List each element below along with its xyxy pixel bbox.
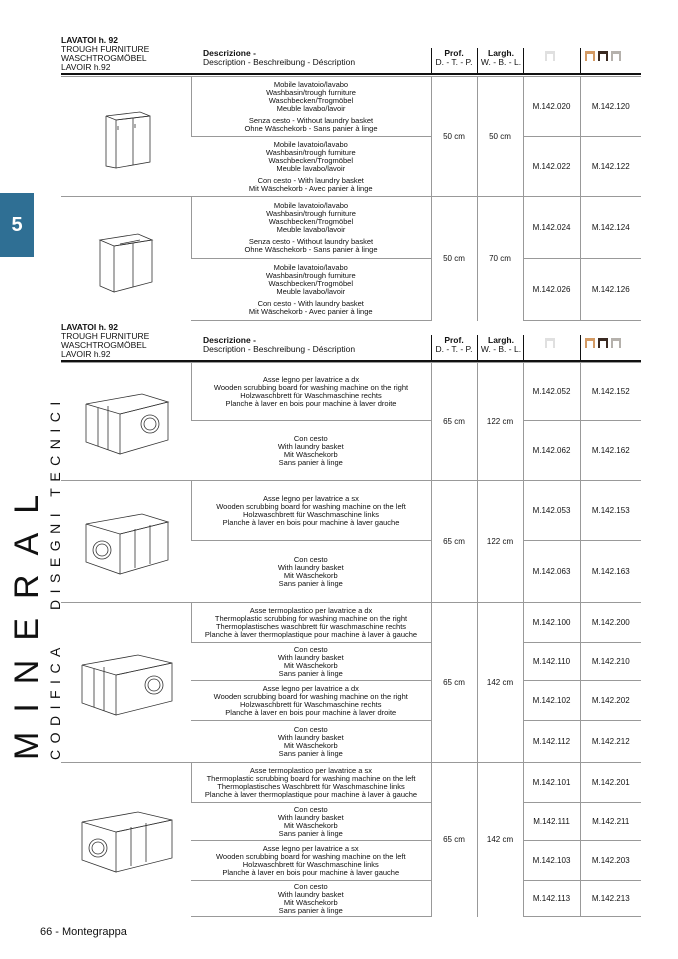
description-line: Thermoplastisches waschbrett für waschmaschine rechts — [215, 621, 407, 631]
description-line: Sans panier à linge — [278, 457, 343, 467]
description-line: Planche à laver thermoplastique pour machine à laver à gauche — [204, 629, 418, 639]
description-line: Mit Wäschekorb — [283, 570, 338, 580]
description-line: Mit Wäschekorb — [283, 660, 338, 670]
code-wood: M.142.202 — [580, 681, 641, 721]
description-line: Waschbecken/Trogmöbel — [268, 95, 354, 105]
description-header — [203, 49, 355, 67]
code-wood: M.142.213 — [580, 881, 641, 917]
description-cell — [191, 541, 431, 603]
table-row — [61, 603, 641, 643]
description-line: Washbasin/trough furniture — [265, 147, 356, 157]
description-line: With laundry basket — [277, 441, 344, 451]
description-line: With laundry basket — [277, 812, 344, 822]
description-cell — [191, 137, 431, 197]
subtitle-codifica: CODIFICA — [47, 641, 63, 760]
code-white: M.142.022 — [523, 137, 580, 197]
code-white: M.142.110 — [523, 643, 580, 681]
description-line: Sans panier à linge — [278, 668, 343, 678]
description-line: Planche à laver en bois pour machine à laver gauche — [222, 867, 400, 877]
code-wood: M.142.203 — [580, 841, 641, 881]
description-line: Con cesto - With laundry basket — [257, 298, 364, 308]
description-line: Wooden scrubbing board for washing machine on the left — [215, 851, 406, 861]
header-rule — [61, 73, 641, 75]
description-line: Planche à laver thermoplastique pour machine à laver à gauche — [204, 789, 418, 799]
description-cell — [191, 721, 431, 763]
description-line: Con cesto — [293, 644, 328, 654]
description-line: Mit Wäschekorb - Avec panier à linge — [248, 183, 373, 193]
subtitle-disegni: DISEGNI TECNICI — [47, 395, 63, 610]
description-cell — [191, 643, 431, 681]
description-line: Asse legno per lavatrice a dx — [262, 374, 360, 384]
description-line: Asse legno per lavatrice a sx — [262, 843, 359, 853]
prof-rest: D. - T. - P. — [435, 57, 473, 67]
code-white: M.142.026 — [523, 259, 580, 321]
prof-bold: Prof. — [444, 48, 464, 58]
finish-white-icon — [545, 338, 555, 350]
code-white: M.142.053 — [523, 481, 580, 541]
description-line: Meuble lavabo/lavoir — [276, 163, 346, 173]
description-line: With laundry basket — [277, 562, 344, 572]
description-line: Waschbecken/Trogmöbel — [268, 216, 354, 226]
depth-value: 50 cm — [431, 197, 477, 321]
description-cell — [191, 481, 431, 541]
finish-wood-icons — [585, 51, 621, 63]
title-line: LAVOIR h.92 — [61, 62, 111, 72]
code-white: M.142.111 — [523, 803, 580, 841]
header-divider — [523, 335, 524, 360]
width-value: 122 cm — [477, 481, 523, 603]
description-line: Holzwaschbrett für Waschmaschine rechts — [240, 390, 382, 400]
description-line: Waschbecken/Trogmöbel — [268, 155, 353, 165]
description-cell — [191, 421, 431, 481]
desc-rest: Description - Beschreibung - Déscription — [203, 344, 356, 354]
description-line: Mobile lavatoio/lavabo — [273, 262, 348, 272]
width-value: 142 cm — [477, 603, 523, 763]
description-line: Ohne Wäschekorb - Sans panier à linge — [244, 244, 378, 254]
code-white: M.142.063 — [523, 541, 580, 603]
description-line: Mit Wäschekorb — [283, 740, 338, 750]
code-white: M.142.100 — [523, 603, 580, 643]
description-line: Planche à laver en bois pour machine à laver droite — [225, 707, 397, 717]
finish-white-icon — [545, 51, 555, 63]
description-line: Senza cesto - Without laundry basket — [248, 236, 374, 246]
description-line: Senza cesto - Without laundry basket — [248, 115, 374, 125]
depth-header — [431, 49, 477, 67]
width-header — [478, 336, 524, 354]
code-wood: M.142.124 — [580, 197, 641, 259]
description-line: Con cesto — [293, 724, 328, 734]
desc-rest: Description - Beschreibung - Déscription — [203, 57, 356, 67]
header-divider — [580, 48, 581, 73]
description-line: Washbasin/trough furniture — [266, 208, 356, 218]
section-2-header — [61, 323, 641, 363]
depth-value: 65 cm — [431, 363, 477, 481]
code-wood: M.142.126 — [580, 259, 641, 321]
code-wood: M.142.153 — [580, 481, 641, 541]
description-line: Planche à laver en bois pour machine à laver gauche — [222, 517, 400, 527]
title-line: WASCHTROGMÖBEL — [61, 340, 147, 350]
description-cell — [191, 803, 431, 841]
code-wood: M.142.162 — [580, 421, 641, 481]
description-line: Meuble lavabo/lavoir — [276, 224, 346, 234]
larg-rest: W. - B. - L. — [480, 57, 522, 67]
description-cell — [191, 603, 431, 643]
width-value: 142 cm — [477, 763, 523, 917]
cabinet-drawing-icon — [61, 603, 191, 763]
cabinet-drawing-icon — [61, 481, 191, 603]
description-cell — [191, 197, 431, 259]
description-line: Holzwaschbrett für Waschmaschine links — [242, 859, 379, 869]
header-divider — [580, 335, 581, 360]
depth-value: 65 cm — [431, 603, 477, 763]
title-line: WASCHTROGMÖBEL — [61, 53, 147, 63]
depth-header — [431, 336, 477, 354]
code-wood: M.142.211 — [580, 803, 641, 841]
description-line: With laundry basket — [277, 889, 344, 899]
description-line: Asse termoplastico per lavatrice a dx — [249, 605, 373, 615]
description-line: Mit Wäschekorb — [283, 897, 338, 907]
description-line: Mit Wäschekorb — [283, 820, 338, 830]
code-white: M.142.113 — [523, 881, 580, 917]
width-header — [478, 49, 524, 67]
code-wood: M.142.201 — [580, 763, 641, 803]
description-line: Sans panier à linge — [278, 828, 343, 838]
cabinet-drawing-icon — [61, 197, 191, 321]
description-line: Con cesto - With laundry basket — [257, 175, 364, 185]
table-row — [61, 763, 641, 803]
code-white: M.142.052 — [523, 363, 580, 421]
description-line: Mit Wäschekorb - Avec panier à linge — [248, 306, 373, 316]
code-wood: M.142.212 — [580, 721, 641, 763]
description-line: Holzwaschbrett für Waschmaschine rechts — [240, 699, 382, 709]
title-line: LAVOIR h.92 — [61, 349, 111, 359]
description-line: Asse legno per lavatrice a sx — [263, 493, 359, 503]
description-line: Con cesto — [293, 881, 328, 891]
code-white: M.142.101 — [523, 763, 580, 803]
description-line: Holzwaschbrett für Waschmaschine links — [242, 509, 380, 519]
finish-wood-icons — [585, 338, 621, 350]
description-header — [203, 336, 355, 354]
description-line: Waschbecken/Trogmöbel — [268, 278, 353, 288]
title-line: TROUGH FURNITURE — [61, 331, 150, 341]
section-1-table — [61, 76, 641, 321]
description-line: Con cesto — [293, 804, 328, 814]
title-line: LAVATOI h. 92 — [61, 35, 118, 45]
code-white: M.142.062 — [523, 421, 580, 481]
larg-bold: Largh. — [488, 48, 514, 58]
cabinet-drawing-icon — [61, 763, 191, 917]
code-wood: M.142.122 — [580, 137, 641, 197]
description-line: Sans panier à linge — [278, 905, 343, 915]
table-row — [61, 363, 641, 421]
table-row — [61, 197, 641, 259]
description-line: Planche à laver en bois pour machine à laver droite — [225, 398, 397, 408]
desc-bold: Descrizione - — [203, 335, 256, 345]
width-value: 122 cm — [477, 363, 523, 481]
description-line: Thermoplastic scrubbing for washing machine on the right — [214, 613, 408, 623]
collection-title: MINERAL — [8, 475, 46, 760]
description-line: Thermoplastisches Waschbrett für Waschmaschine links — [217, 781, 405, 791]
description-line: Washbasin/trough furniture — [266, 87, 356, 97]
description-line: With laundry basket — [277, 652, 344, 662]
chapter-number: 5 — [11, 213, 23, 236]
desc-bold: Descrizione - — [203, 48, 256, 58]
description-cell — [191, 841, 431, 881]
description-line: Asse termoplastico per lavatrice a sx — [249, 765, 373, 775]
code-white: M.142.103 — [523, 841, 580, 881]
description-line: Wooden scrubbing board for washing machine on the right — [213, 382, 409, 392]
code-wood: M.142.152 — [580, 363, 641, 421]
larg-bold: Largh. — [488, 335, 514, 345]
description-line: Ohne Wäschekorb - Sans panier à linge — [244, 123, 378, 133]
cabinet-drawing-icon — [61, 363, 191, 481]
description-cell — [191, 77, 431, 137]
code-white: M.142.020 — [523, 77, 580, 137]
description-cell — [191, 681, 431, 721]
header-divider — [523, 48, 524, 73]
code-wood: M.142.120 — [580, 77, 641, 137]
description-cell — [191, 763, 431, 803]
section-title — [61, 36, 149, 72]
description-line: Wooden scrubbing board for washing machine on the right — [213, 691, 408, 701]
code-wood: M.142.163 — [580, 541, 641, 603]
table-row — [61, 77, 641, 137]
description-line: Meuble lavabo/lavoir — [276, 286, 346, 296]
description-line: Mit Wäschekorb — [283, 449, 338, 459]
vertical-title — [10, 160, 64, 760]
title-line: LAVATOI h. 92 — [61, 322, 118, 332]
table-row — [61, 481, 641, 541]
section-1-header — [61, 36, 641, 76]
title-line: TROUGH FURNITURE — [61, 44, 150, 54]
description-line: With laundry basket — [277, 732, 344, 742]
description-line: Washbasin/trough furniture — [265, 270, 356, 280]
width-value: 70 cm — [477, 197, 523, 321]
page-footer: 66 - Montegrappa — [40, 926, 127, 938]
description-cell — [191, 363, 431, 421]
description-line: Wooden scrubbing board for washing machine on the left — [216, 501, 406, 511]
code-wood: M.142.210 — [580, 643, 641, 681]
code-white: M.142.024 — [523, 197, 580, 259]
depth-value: 65 cm — [431, 763, 477, 917]
description-line: Sans panier à linge — [278, 748, 343, 758]
code-white: M.142.112 — [523, 721, 580, 763]
depth-value: 65 cm — [431, 481, 477, 603]
description-cell — [191, 259, 431, 321]
code-white: M.142.102 — [523, 681, 580, 721]
prof-rest: D. - T. - P. — [435, 344, 473, 354]
description-line: Sans panier à linge — [278, 578, 343, 588]
description-cell — [191, 881, 431, 917]
section-title — [61, 323, 149, 359]
description-line: Meuble lavabo/lavoir — [276, 103, 346, 113]
description-line: Con cesto — [293, 554, 328, 564]
code-wood: M.142.200 — [580, 603, 641, 643]
larg-rest: W. - B. - L. — [480, 344, 522, 354]
width-value: 50 cm — [477, 77, 523, 197]
cabinet-drawing-icon — [61, 77, 191, 197]
description-line: Con cesto — [293, 433, 328, 443]
section-2-table — [61, 362, 641, 917]
depth-value: 50 cm — [431, 77, 477, 197]
description-line: Asse legno per lavatrice a dx — [262, 683, 359, 693]
description-line: Thermoplastic scrubbing board for washing machine on the left — [206, 773, 416, 783]
prof-bold: Prof. — [444, 335, 464, 345]
description-line: Mobile lavatoio/lavabo — [273, 79, 349, 89]
description-line: Mobile lavatoio/lavabo — [273, 200, 349, 210]
description-line: Mobile lavatoio/lavabo — [273, 139, 348, 149]
